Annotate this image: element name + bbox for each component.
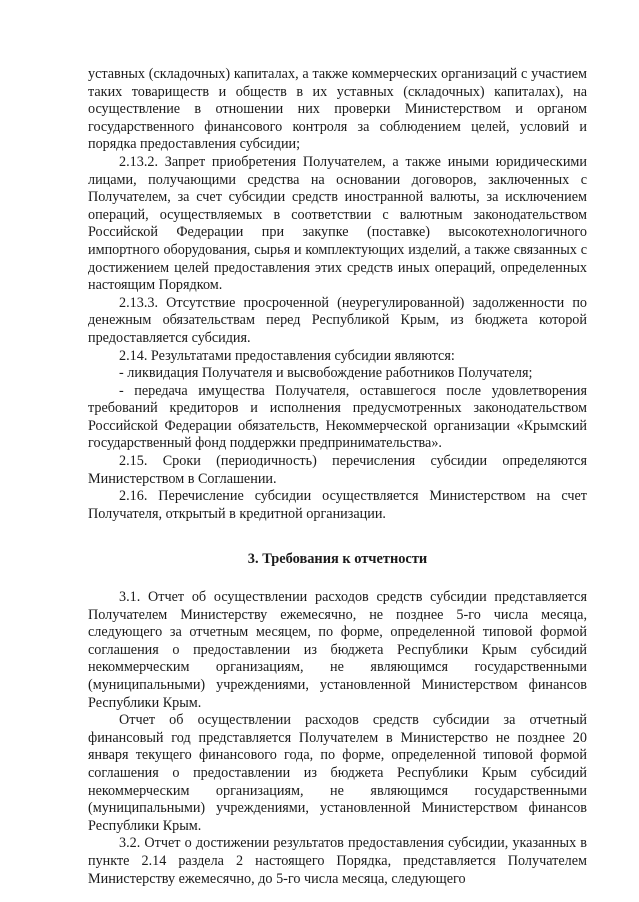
list-item-property-transfer: - передача имущества Получателя, оставшегося после удовлетворения требований кредиторов и исполнения предусмотренных законодательством Российской Федерации обязательств, Некоммерческой организации «Крымский государственный фонд поддержки предпринимательства». bbox=[88, 382, 587, 452]
document-page bbox=[88, 66, 587, 888]
paragraph-2-13-3: 2.13.3. Отсутствие просроченной (неурегулированной) задолженности по денежным обязательствам перед Республикой Крым, из бюджета которой предоставляется субсидия. bbox=[88, 294, 587, 346]
paragraph-annual-report: Отчет об осуществлении расходов средств субсидии за отчетный финансовый год представляется Получателем в Министерство не позднее 20 января текущего финансового года, по форме, определенной типовой формой соглашения о предоставлении из бюджета Республики Крым субсидий некоммерческим организациям, не являющимся государственными (муниципальными) учреждениями, установленной Министерством финансов Республики Крым. bbox=[88, 712, 587, 834]
paragraph-continuation: уставных (складочных) капиталах, а также коммерческих организаций с участием таких товариществ и обществ в их уставных (складочных) капиталах), на осуществление в отношении них проверки Министерством и органом государственного финансового контроля за соблюдением целей, условий и порядка предоставления субсидии; bbox=[88, 66, 587, 153]
paragraph-2-13-2: 2.13.2. Запрет приобретения Получателем, а также иными юридическими лицами, получающими средства на основании договоров, заключенных с Получателем, за счет субсидии средств иностранной валюты, за исключением операций, осуществляемых в соответствии с валютным законодательством Российской Федерации при закупке (поставке) высокотехнологичного импортного оборудования, сырья и комплектующих изделий, а также связанных с достижением целей предоставления этих средств иных операций, определенных настоящим Порядком. bbox=[88, 153, 587, 294]
paragraph-3-1: 3.1. Отчет об осуществлении расходов средств субсидии представляется Получателем Министерству ежемесячно, не позднее 5-го числа месяца, следующего за отчетным месяцем, по форме, определенной типовой формой соглашения о предоставлении из бюджета Республики Крым субсидий некоммерческим организациям, не являющимся государственными (муниципальными) учреждениями, установленной Министерством финансов Республики Крым. bbox=[88, 589, 587, 711]
section-heading: 3. Требования к отчетности bbox=[247, 551, 428, 568]
paragraph-2-15: 2.15. Сроки (периодичность) перечисления субсидии определяются Министерством в Соглашении. bbox=[88, 453, 587, 487]
paragraph-3-2: 3.2. Отчет о достижении результатов предоставления субсидии, указанных в пункте 2.14 раздела 2 настоящего Порядка, представляется Получателем Министерству ежемесячно, до 5-го числа месяца, следующего bbox=[88, 835, 587, 887]
list-item-liquidation: - ликвидация Получателя и высвобождение работников Получателя; bbox=[119, 365, 533, 382]
paragraph-2-14: 2.14. Результатами предоставления субсидии являются: bbox=[119, 347, 455, 364]
paragraph-2-16: 2.16. Перечисление субсидии осуществляется Министерством на счет Получателя, открытый в кредитной организации. bbox=[88, 488, 587, 522]
